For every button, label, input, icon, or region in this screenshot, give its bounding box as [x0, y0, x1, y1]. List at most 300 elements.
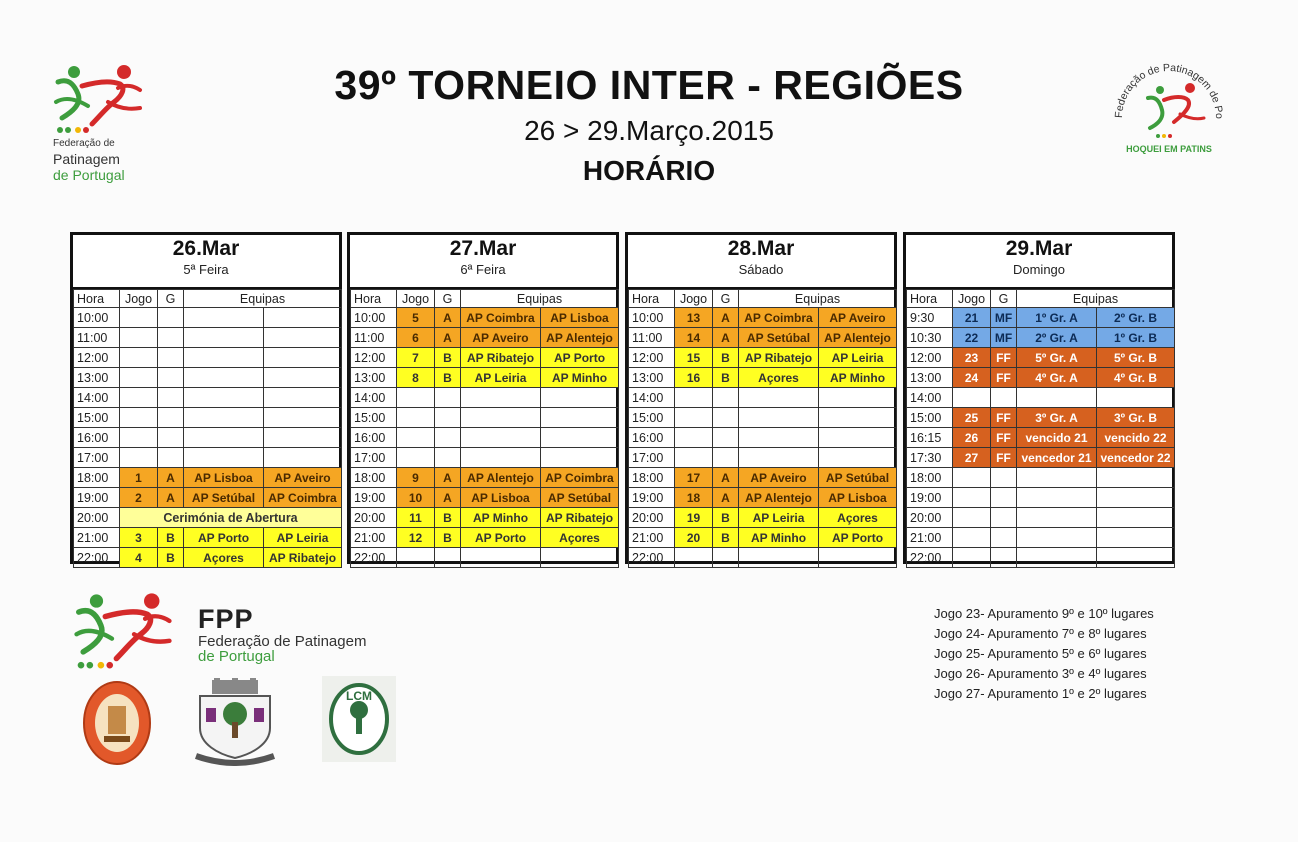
team-away-cell	[264, 308, 342, 328]
column-header-hora: Hora	[74, 290, 120, 308]
group-cell: B	[713, 528, 739, 548]
team-home-cell	[184, 428, 264, 448]
game-number-cell	[675, 408, 713, 428]
team-away-cell	[264, 328, 342, 348]
time-cell: 12:00	[351, 348, 397, 368]
game-number-cell: 4	[120, 548, 158, 568]
table-row	[629, 548, 897, 568]
game-number-cell	[953, 388, 991, 408]
day-header	[906, 235, 1172, 289]
logo-caption-line1: Federação de	[53, 138, 115, 149]
group-cell: A	[713, 468, 739, 488]
team-home-cell	[739, 388, 819, 408]
team-away-cell	[819, 548, 897, 568]
team-home-cell: AP Ribatejo	[739, 348, 819, 368]
team-away-cell	[541, 548, 619, 568]
table-row	[74, 548, 342, 568]
table-row	[74, 368, 342, 388]
group-cell: FF	[991, 348, 1017, 368]
game-number-cell: 26	[953, 428, 991, 448]
team-home-cell: Açores	[739, 368, 819, 388]
team-away-cell	[264, 368, 342, 388]
game-number-cell	[953, 508, 991, 528]
table-row	[74, 408, 342, 428]
group-cell	[991, 468, 1017, 488]
game-number-cell: 2	[120, 488, 158, 508]
team-home-cell	[739, 428, 819, 448]
table-row	[629, 488, 897, 508]
table-row	[74, 388, 342, 408]
game-number-cell	[397, 408, 435, 428]
table-row	[351, 488, 619, 508]
team-home-cell	[461, 548, 541, 568]
team-home-cell: AP Leiria	[739, 508, 819, 528]
table-row	[907, 548, 1175, 568]
team-away-cell	[819, 388, 897, 408]
column-header-equipas: Equipas	[461, 290, 619, 308]
group-cell	[158, 428, 184, 448]
time-cell: 18:00	[629, 468, 675, 488]
game-number-cell	[120, 408, 158, 428]
group-cell: A	[435, 308, 461, 328]
group-cell	[991, 508, 1017, 528]
table-row	[907, 468, 1175, 488]
team-home-cell	[184, 388, 264, 408]
team-away-cell: 2º Gr. B	[1097, 308, 1175, 328]
group-cell: FF	[991, 408, 1017, 428]
time-cell: 19:00	[351, 488, 397, 508]
time-cell: 10:30	[907, 328, 953, 348]
column-header-g: G	[713, 290, 739, 308]
game-number-cell	[120, 368, 158, 388]
group-cell	[435, 448, 461, 468]
team-away-cell: 1º Gr. B	[1097, 328, 1175, 348]
time-cell: 17:00	[351, 448, 397, 468]
time-cell: 22:00	[629, 548, 675, 568]
legend-item: Jogo 27- Apuramento 1º e 2º lugares	[934, 686, 1147, 701]
table-row	[74, 468, 342, 488]
table-row	[629, 408, 897, 428]
column-header-jogo: Jogo	[953, 290, 991, 308]
team-away-cell: AP Alentejo	[819, 328, 897, 348]
team-away-cell: Açores	[819, 508, 897, 528]
day-header	[73, 235, 339, 289]
team-away-cell	[264, 388, 342, 408]
team-away-cell: AP Ribatejo	[541, 508, 619, 528]
group-cell	[713, 448, 739, 468]
group-cell	[713, 548, 739, 568]
team-away-cell: 3º Gr. B	[1097, 408, 1175, 428]
group-cell	[158, 408, 184, 428]
table-row	[74, 488, 342, 508]
team-home-cell	[461, 408, 541, 428]
group-cell: MF	[991, 308, 1017, 328]
game-number-cell: 6	[397, 328, 435, 348]
team-away-cell	[1097, 548, 1175, 568]
team-away-cell: Açores	[541, 528, 619, 548]
team-away-cell: AP Porto	[541, 348, 619, 368]
column-header-hora: Hora	[907, 290, 953, 308]
team-home-cell: 1º Gr. A	[1017, 308, 1097, 328]
team-away-cell: AP Ribatejo	[264, 548, 342, 568]
table-row	[629, 468, 897, 488]
time-cell: 20:00	[74, 508, 120, 528]
time-cell: 16:00	[74, 428, 120, 448]
team-home-cell: AP Coimbra	[739, 308, 819, 328]
team-away-cell: AP Setúbal	[819, 468, 897, 488]
time-cell: 22:00	[351, 548, 397, 568]
time-cell: 13:00	[907, 368, 953, 388]
fpp-name-line1: Federação de Patinagem	[198, 633, 367, 650]
aveiro-association-seal	[82, 680, 152, 766]
schedule-table	[73, 289, 342, 568]
schedule-table	[350, 289, 619, 568]
team-home-cell	[184, 408, 264, 428]
logo-caption-line3: de Portugal	[53, 167, 125, 183]
day-schedule-4	[903, 232, 1175, 564]
team-away-cell	[541, 448, 619, 468]
team-away-cell	[1097, 488, 1175, 508]
time-cell: 22:00	[74, 548, 120, 568]
table-row	[629, 528, 897, 548]
group-cell: B	[713, 368, 739, 388]
game-number-cell	[120, 308, 158, 328]
team-away-cell: vencido 22	[1097, 428, 1175, 448]
team-home-cell	[184, 328, 264, 348]
team-home-cell: AP Alentejo	[739, 488, 819, 508]
column-header-hora: Hora	[629, 290, 675, 308]
time-cell: 11:00	[351, 328, 397, 348]
team-away-cell	[819, 408, 897, 428]
legend-item: Jogo 25- Apuramento 5º e 6º lugares	[934, 646, 1147, 661]
game-number-cell	[397, 448, 435, 468]
team-away-cell	[1097, 528, 1175, 548]
lcm-label: LCM	[346, 689, 372, 703]
table-row	[629, 308, 897, 328]
seal-green-icon	[322, 676, 396, 762]
group-cell	[991, 528, 1017, 548]
team-home-cell	[739, 548, 819, 568]
time-cell: 20:00	[351, 508, 397, 528]
team-home-cell: AP Lisboa	[184, 468, 264, 488]
table-header-row	[74, 290, 342, 308]
team-away-cell: AP Coimbra	[264, 488, 342, 508]
time-cell: 13:00	[74, 368, 120, 388]
column-header-g: G	[158, 290, 184, 308]
time-cell: 14:00	[74, 388, 120, 408]
time-cell: 10:00	[74, 308, 120, 328]
event-cell: Cerimónia de Abertura	[120, 508, 342, 528]
team-away-cell	[541, 388, 619, 408]
team-home-cell	[1017, 488, 1097, 508]
team-away-cell: AP Lisboa	[541, 308, 619, 328]
group-cell: B	[158, 548, 184, 568]
time-cell: 15:00	[629, 408, 675, 428]
table-row	[629, 448, 897, 468]
game-number-cell: 7	[397, 348, 435, 368]
team-home-cell: AP Ribatejo	[461, 348, 541, 368]
time-cell: 13:00	[351, 368, 397, 388]
team-away-cell	[1097, 508, 1175, 528]
group-cell: A	[713, 308, 739, 328]
day-weekday: Domingo	[1012, 262, 1066, 277]
team-away-cell	[264, 408, 342, 428]
team-away-cell: AP Leiria	[264, 528, 342, 548]
lcm-club-seal	[322, 676, 396, 762]
time-cell: 10:00	[351, 308, 397, 328]
time-cell: 17:00	[74, 448, 120, 468]
game-number-cell: 16	[675, 368, 713, 388]
fpp-logo-bottom	[70, 590, 176, 674]
time-cell: 15:00	[351, 408, 397, 428]
table-row	[907, 448, 1175, 468]
table-row	[351, 468, 619, 488]
time-cell: 17:00	[629, 448, 675, 468]
team-home-cell: 5º Gr. A	[1017, 348, 1097, 368]
day-schedule-3	[625, 232, 897, 564]
time-cell: 14:00	[629, 388, 675, 408]
time-cell: 12:00	[74, 348, 120, 368]
table-row	[907, 508, 1175, 528]
game-number-cell: 19	[675, 508, 713, 528]
group-cell	[158, 308, 184, 328]
table-row	[907, 368, 1175, 388]
team-home-cell: 4º Gr. A	[1017, 368, 1097, 388]
game-number-cell	[120, 328, 158, 348]
page-subtitle: HORÁRIO	[582, 155, 716, 186]
time-cell: 19:00	[907, 488, 953, 508]
time-cell: 21:00	[907, 528, 953, 548]
team-home-cell	[1017, 528, 1097, 548]
team-home-cell	[1017, 468, 1097, 488]
table-row	[907, 488, 1175, 508]
legend-item: Jogo 23- Apuramento 9º e 10º lugares	[934, 606, 1154, 621]
team-away-cell	[819, 428, 897, 448]
game-number-cell: 15	[675, 348, 713, 368]
game-number-cell	[120, 348, 158, 368]
team-away-cell	[819, 448, 897, 468]
column-header-jogo: Jogo	[397, 290, 435, 308]
fpp-name-line2: de Portugal	[198, 648, 275, 665]
table-row	[629, 348, 897, 368]
group-cell: B	[435, 368, 461, 388]
game-number-cell: 18	[675, 488, 713, 508]
game-number-cell: 11	[397, 508, 435, 528]
game-number-cell	[953, 528, 991, 548]
game-number-cell: 21	[953, 308, 991, 328]
table-row	[74, 508, 342, 528]
game-number-cell: 20	[675, 528, 713, 548]
time-cell: 19:00	[74, 488, 120, 508]
day-date: 26.Mar	[172, 237, 240, 260]
group-cell: B	[158, 528, 184, 548]
time-cell: 21:00	[74, 528, 120, 548]
column-header-jogo: Jogo	[120, 290, 158, 308]
time-cell: 14:00	[351, 388, 397, 408]
team-home-cell: vencido 21	[1017, 428, 1097, 448]
group-cell: FF	[991, 448, 1017, 468]
table-row	[351, 528, 619, 548]
logo-caption-line2: Patinagem	[53, 151, 120, 167]
group-cell	[435, 388, 461, 408]
team-away-cell	[1097, 468, 1175, 488]
game-number-cell	[953, 468, 991, 488]
team-home-cell	[739, 408, 819, 428]
table-row	[351, 508, 619, 528]
table-row	[629, 368, 897, 388]
team-home-cell: AP Setúbal	[739, 328, 819, 348]
team-away-cell: AP Alentejo	[541, 328, 619, 348]
team-home-cell: AP Lisboa	[461, 488, 541, 508]
time-cell: 15:00	[907, 408, 953, 428]
group-cell	[991, 388, 1017, 408]
table-row	[907, 328, 1175, 348]
group-cell: MF	[991, 328, 1017, 348]
team-home-cell	[739, 448, 819, 468]
group-cell	[435, 408, 461, 428]
time-cell: 21:00	[351, 528, 397, 548]
column-header-g: G	[435, 290, 461, 308]
team-away-cell: 5º Gr. B	[1097, 348, 1175, 368]
game-number-cell	[675, 448, 713, 468]
time-cell: 12:00	[629, 348, 675, 368]
time-cell: 19:00	[629, 488, 675, 508]
team-home-cell: AP Minho	[461, 508, 541, 528]
game-number-cell: 23	[953, 348, 991, 368]
team-home-cell	[461, 428, 541, 448]
fpp-wordmark	[198, 604, 366, 665]
team-home-cell: AP Aveiro	[461, 328, 541, 348]
group-cell	[713, 408, 739, 428]
game-number-cell: 27	[953, 448, 991, 468]
team-away-cell: AP Minho	[819, 368, 897, 388]
team-home-cell: 3º Gr. A	[1017, 408, 1097, 428]
group-cell: A	[158, 468, 184, 488]
day-weekday: Sábado	[738, 262, 784, 277]
group-cell: B	[435, 508, 461, 528]
day-schedule-2	[347, 232, 619, 564]
team-home-cell: AP Coimbra	[461, 308, 541, 328]
column-header-g: G	[991, 290, 1017, 308]
table-row	[74, 308, 342, 328]
column-header-jogo: Jogo	[675, 290, 713, 308]
team-away-cell: AP Setúbal	[541, 488, 619, 508]
time-cell: 16:15	[907, 428, 953, 448]
table-row	[629, 388, 897, 408]
table-row	[629, 428, 897, 448]
team-away-cell	[264, 428, 342, 448]
time-cell: 16:00	[351, 428, 397, 448]
group-cell: A	[713, 488, 739, 508]
time-cell: 21:00	[629, 528, 675, 548]
group-cell	[158, 348, 184, 368]
seal-orange-icon	[82, 680, 152, 766]
team-away-cell	[264, 348, 342, 368]
group-cell: A	[713, 328, 739, 348]
game-number-cell	[675, 388, 713, 408]
group-cell: A	[435, 488, 461, 508]
game-number-cell: 17	[675, 468, 713, 488]
table-row	[74, 428, 342, 448]
day-header	[628, 235, 894, 289]
time-cell: 12:00	[907, 348, 953, 368]
time-cell: 14:00	[907, 388, 953, 408]
group-cell: A	[435, 328, 461, 348]
game-number-cell: 24	[953, 368, 991, 388]
table-row	[74, 448, 342, 468]
table-row	[351, 408, 619, 428]
day-header	[350, 235, 616, 289]
table-header-row	[351, 290, 619, 308]
table-row	[351, 428, 619, 448]
team-home-cell: AP Porto	[184, 528, 264, 548]
game-number-cell	[953, 548, 991, 568]
group-cell	[435, 548, 461, 568]
group-cell: B	[713, 508, 739, 528]
team-home-cell	[184, 448, 264, 468]
time-cell: 18:00	[907, 468, 953, 488]
team-home-cell	[1017, 508, 1097, 528]
game-number-cell	[953, 488, 991, 508]
team-home-cell	[184, 368, 264, 388]
game-number-cell: 22	[953, 328, 991, 348]
game-number-cell	[675, 428, 713, 448]
group-cell	[435, 428, 461, 448]
day-date: 28.Mar	[727, 237, 795, 260]
team-home-cell: AP Minho	[739, 528, 819, 548]
schedule-table	[628, 289, 897, 568]
team-away-cell: 4º Gr. B	[1097, 368, 1175, 388]
legend-item: Jogo 26- Apuramento 3º e 4º lugares	[934, 666, 1147, 681]
column-header-equipas: Equipas	[739, 290, 897, 308]
table-row	[74, 348, 342, 368]
group-cell: FF	[991, 428, 1017, 448]
column-header-equipas: Equipas	[184, 290, 342, 308]
schedule-table	[906, 289, 1175, 568]
team-away-cell	[541, 408, 619, 428]
team-home-cell: AP Aveiro	[739, 468, 819, 488]
group-cell	[991, 548, 1017, 568]
game-number-cell	[397, 548, 435, 568]
table-row	[907, 408, 1175, 428]
group-cell: B	[435, 348, 461, 368]
team-home-cell: AP Porto	[461, 528, 541, 548]
group-cell: FF	[991, 368, 1017, 388]
team-home-cell	[461, 448, 541, 468]
time-cell: 10:00	[629, 308, 675, 328]
group-cell	[158, 388, 184, 408]
team-away-cell: AP Leiria	[819, 348, 897, 368]
time-cell: 20:00	[907, 508, 953, 528]
team-home-cell: AP Alentejo	[461, 468, 541, 488]
time-cell: 22:00	[907, 548, 953, 568]
mealhada-crest	[190, 678, 280, 766]
table-row	[351, 448, 619, 468]
team-away-cell: AP Aveiro	[264, 468, 342, 488]
team-home-cell	[184, 348, 264, 368]
team-away-cell: AP Aveiro	[819, 308, 897, 328]
table-row	[351, 348, 619, 368]
team-away-cell	[1097, 388, 1175, 408]
time-cell: 20:00	[629, 508, 675, 528]
team-away-cell: vencedor 22	[1097, 448, 1175, 468]
time-cell: 18:00	[74, 468, 120, 488]
game-number-cell	[675, 548, 713, 568]
game-number-cell: 13	[675, 308, 713, 328]
time-cell: 17:30	[907, 448, 953, 468]
group-cell	[158, 368, 184, 388]
team-home-cell: AP Leiria	[461, 368, 541, 388]
